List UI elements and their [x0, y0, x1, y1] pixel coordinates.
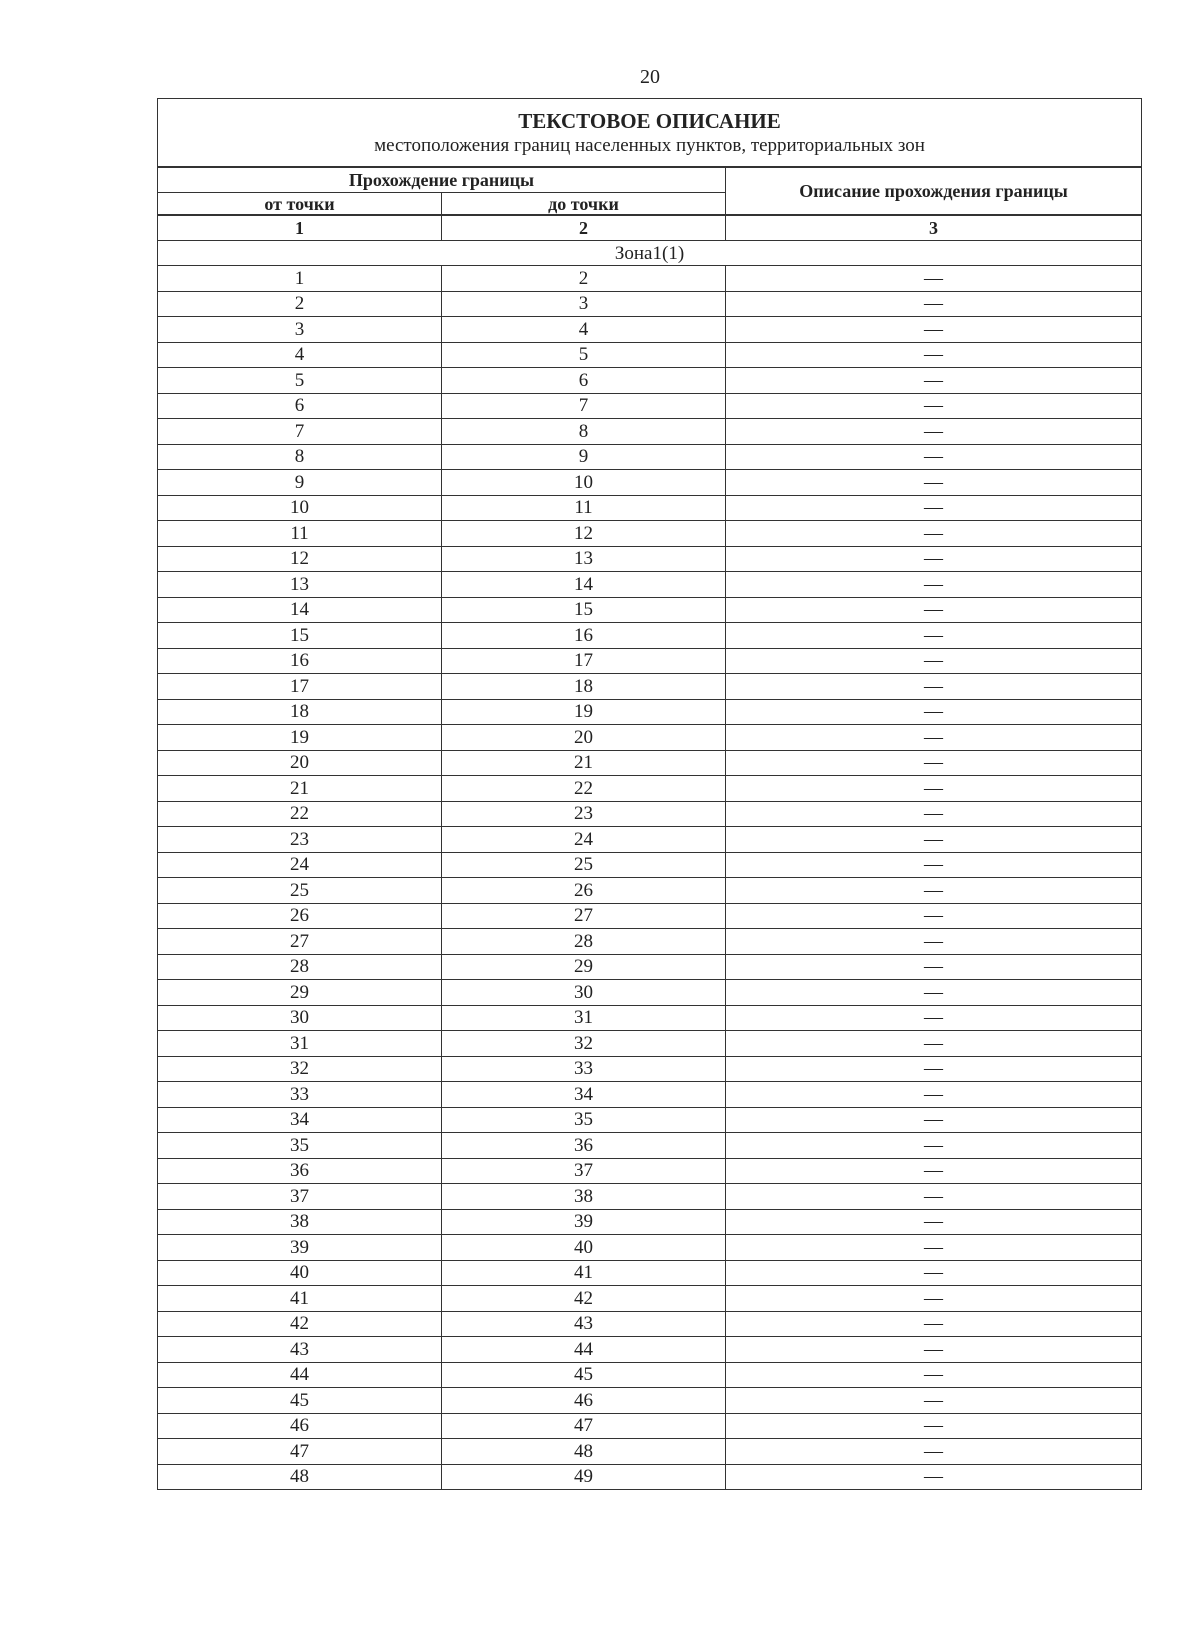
table-row	[158, 1337, 1142, 1363]
description-cell: —	[726, 1413, 1142, 1439]
to-point-cell: 13	[442, 546, 726, 572]
to-point-cell: 23	[442, 801, 726, 827]
from-point-cell: 3	[158, 317, 442, 343]
description-cell: —	[726, 597, 1142, 623]
to-point-cell: 4	[442, 317, 726, 343]
to-point-cell: 25	[442, 852, 726, 878]
table-row	[158, 954, 1142, 980]
table-row	[158, 903, 1142, 929]
from-point-cell: 41	[158, 1286, 442, 1312]
table-row	[158, 291, 1142, 317]
to-point-cell: 41	[442, 1260, 726, 1286]
to-point-cell: 30	[442, 980, 726, 1006]
to-point-cell: 29	[442, 954, 726, 980]
description-cell: —	[726, 546, 1142, 572]
table-row	[158, 393, 1142, 419]
table-row	[158, 1107, 1142, 1133]
from-point-cell: 35	[158, 1133, 442, 1159]
description-cell: —	[726, 929, 1142, 955]
description-cell: —	[726, 1184, 1142, 1210]
description-cell: —	[726, 801, 1142, 827]
table-row	[158, 725, 1142, 751]
from-point-cell: 10	[158, 495, 442, 521]
from-point-cell: 17	[158, 674, 442, 700]
from-point-cell: 34	[158, 1107, 442, 1133]
to-point-cell: 7	[442, 393, 726, 419]
table-row	[158, 674, 1142, 700]
table-row	[158, 470, 1142, 496]
to-point-cell: 38	[442, 1184, 726, 1210]
table-row	[158, 852, 1142, 878]
zone-label: Зона1(1)	[158, 241, 1142, 266]
to-point-cell: 21	[442, 750, 726, 776]
description-cell: —	[726, 725, 1142, 751]
description-cell: —	[726, 521, 1142, 547]
description-cell: —	[726, 266, 1142, 292]
description-cell: —	[726, 1056, 1142, 1082]
from-point-cell: 24	[158, 852, 442, 878]
to-point-cell: 39	[442, 1209, 726, 1235]
description-cell: —	[726, 1209, 1142, 1235]
description-cell: —	[726, 1464, 1142, 1490]
description-cell: —	[726, 674, 1142, 700]
table-row	[158, 929, 1142, 955]
table-row	[158, 1209, 1142, 1235]
table-row	[158, 699, 1142, 725]
description-cell: —	[726, 393, 1142, 419]
from-point-cell: 42	[158, 1311, 442, 1337]
description-cell: —	[726, 291, 1142, 317]
table-row	[158, 1133, 1142, 1159]
to-point-cell: 6	[442, 368, 726, 394]
from-point-cell: 28	[158, 954, 442, 980]
description-cell: —	[726, 1031, 1142, 1057]
to-point-cell: 12	[442, 521, 726, 547]
to-point-cell: 2	[442, 266, 726, 292]
from-point-cell: 37	[158, 1184, 442, 1210]
from-point-cell: 18	[158, 699, 442, 725]
description-cell: —	[726, 1107, 1142, 1133]
to-point-cell: 20	[442, 725, 726, 751]
from-point-cell: 43	[158, 1337, 442, 1363]
table-row	[158, 495, 1142, 521]
to-point-cell: 24	[442, 827, 726, 853]
description-cell: —	[726, 495, 1142, 521]
table-row	[158, 648, 1142, 674]
description-cell: —	[726, 1362, 1142, 1388]
from-point-cell: 6	[158, 393, 442, 419]
from-point-cell: 40	[158, 1260, 442, 1286]
to-point-cell: 43	[442, 1311, 726, 1337]
table-row	[158, 1311, 1142, 1337]
description-cell: —	[726, 1311, 1142, 1337]
table-row	[158, 1158, 1142, 1184]
description-cell: —	[726, 1388, 1142, 1414]
from-point-cell: 45	[158, 1388, 442, 1414]
table-row	[158, 750, 1142, 776]
description-cell: —	[726, 1439, 1142, 1465]
description-cell: —	[726, 419, 1142, 445]
table-row	[158, 1082, 1142, 1108]
description-cell: —	[726, 444, 1142, 470]
from-point-cell: 30	[158, 1005, 442, 1031]
description-cell: —	[726, 572, 1142, 598]
table-row	[158, 368, 1142, 394]
to-point-cell: 42	[442, 1286, 726, 1312]
table-row	[158, 623, 1142, 649]
header-to-point: до точки	[442, 193, 726, 216]
table-row	[158, 801, 1142, 827]
table-row	[158, 980, 1142, 1006]
table-row	[158, 317, 1142, 343]
from-point-cell: 33	[158, 1082, 442, 1108]
from-point-cell: 26	[158, 903, 442, 929]
from-point-cell: 32	[158, 1056, 442, 1082]
table-row	[158, 1362, 1142, 1388]
table-row	[158, 827, 1142, 853]
from-point-cell: 14	[158, 597, 442, 623]
description-cell: —	[726, 852, 1142, 878]
table-row	[158, 572, 1142, 598]
from-point-cell: 19	[158, 725, 442, 751]
from-point-cell: 47	[158, 1439, 442, 1465]
to-point-cell: 8	[442, 419, 726, 445]
from-point-cell: 25	[158, 878, 442, 904]
boundary-table	[157, 98, 1142, 1490]
column-number-1: 1	[158, 215, 442, 241]
description-cell: —	[726, 368, 1142, 394]
table-row	[158, 342, 1142, 368]
from-point-cell: 8	[158, 444, 442, 470]
to-point-cell: 19	[442, 699, 726, 725]
table-row	[158, 1005, 1142, 1031]
description-cell: —	[726, 750, 1142, 776]
to-point-cell: 33	[442, 1056, 726, 1082]
table-row	[158, 521, 1142, 547]
header-description: Описание прохождения границы	[726, 167, 1142, 215]
to-point-cell: 11	[442, 495, 726, 521]
header-passage: Прохождение границы	[158, 167, 726, 193]
table-row	[158, 1464, 1142, 1490]
from-point-cell: 39	[158, 1235, 442, 1261]
from-point-cell: 9	[158, 470, 442, 496]
table-row	[158, 1388, 1142, 1414]
to-point-cell: 45	[442, 1362, 726, 1388]
to-point-cell: 36	[442, 1133, 726, 1159]
to-point-cell: 31	[442, 1005, 726, 1031]
from-point-cell: 21	[158, 776, 442, 802]
to-point-cell: 27	[442, 903, 726, 929]
description-cell: —	[726, 648, 1142, 674]
description-cell: —	[726, 1260, 1142, 1286]
to-point-cell: 48	[442, 1439, 726, 1465]
column-number-2: 2	[442, 215, 726, 241]
to-point-cell: 47	[442, 1413, 726, 1439]
description-cell: —	[726, 954, 1142, 980]
to-point-cell: 46	[442, 1388, 726, 1414]
to-point-cell: 44	[442, 1337, 726, 1363]
from-point-cell: 27	[158, 929, 442, 955]
to-point-cell: 10	[442, 470, 726, 496]
table-row	[158, 266, 1142, 292]
description-cell: —	[726, 342, 1142, 368]
from-point-cell: 12	[158, 546, 442, 572]
description-cell: —	[726, 980, 1142, 1006]
from-point-cell: 7	[158, 419, 442, 445]
table-row	[158, 1184, 1142, 1210]
page-number: 20	[640, 66, 660, 88]
to-point-cell: 9	[442, 444, 726, 470]
table-title: ТЕКСТОВОЕ ОПИСАНИЕ	[518, 108, 781, 133]
from-point-cell: 1	[158, 266, 442, 292]
description-cell: —	[726, 1235, 1142, 1261]
to-point-cell: 3	[442, 291, 726, 317]
header-from-point: от точки	[158, 193, 442, 216]
to-point-cell: 37	[442, 1158, 726, 1184]
to-point-cell: 32	[442, 1031, 726, 1057]
from-point-cell: 13	[158, 572, 442, 598]
description-cell: —	[726, 878, 1142, 904]
description-cell: —	[726, 699, 1142, 725]
description-cell: —	[726, 470, 1142, 496]
description-cell: —	[726, 1005, 1142, 1031]
to-point-cell: 22	[442, 776, 726, 802]
to-point-cell: 5	[442, 342, 726, 368]
from-point-cell: 2	[158, 291, 442, 317]
to-point-cell: 49	[442, 1464, 726, 1490]
from-point-cell: 38	[158, 1209, 442, 1235]
table-row	[158, 1056, 1142, 1082]
to-point-cell: 15	[442, 597, 726, 623]
description-cell: —	[726, 1337, 1142, 1363]
from-point-cell: 31	[158, 1031, 442, 1057]
table-row	[158, 1439, 1142, 1465]
description-cell: —	[726, 827, 1142, 853]
to-point-cell: 34	[442, 1082, 726, 1108]
to-point-cell: 16	[442, 623, 726, 649]
description-cell: —	[726, 776, 1142, 802]
from-point-cell: 48	[158, 1464, 442, 1490]
table-row	[158, 776, 1142, 802]
table-row	[158, 597, 1142, 623]
table-row	[158, 546, 1142, 572]
column-number-3: 3	[726, 215, 1142, 241]
from-point-cell: 36	[158, 1158, 442, 1184]
description-cell: —	[726, 623, 1142, 649]
from-point-cell: 44	[158, 1362, 442, 1388]
from-point-cell: 15	[158, 623, 442, 649]
table-row	[158, 1286, 1142, 1312]
description-cell: —	[726, 903, 1142, 929]
table-row	[158, 1260, 1142, 1286]
description-cell: —	[726, 1133, 1142, 1159]
from-point-cell: 23	[158, 827, 442, 853]
to-point-cell: 26	[442, 878, 726, 904]
table-row	[158, 444, 1142, 470]
to-point-cell: 35	[442, 1107, 726, 1133]
table-row	[158, 878, 1142, 904]
description-cell: —	[726, 317, 1142, 343]
table-subtitle: местоположения границ населенных пунктов, территориальных зон	[374, 134, 925, 156]
description-cell: —	[726, 1082, 1142, 1108]
to-point-cell: 14	[442, 572, 726, 598]
table-row	[158, 419, 1142, 445]
table-title-cell	[158, 99, 1142, 168]
from-point-cell: 29	[158, 980, 442, 1006]
description-cell: —	[726, 1286, 1142, 1312]
to-point-cell: 18	[442, 674, 726, 700]
from-point-cell: 20	[158, 750, 442, 776]
table-row	[158, 1235, 1142, 1261]
from-point-cell: 5	[158, 368, 442, 394]
table-row	[158, 1413, 1142, 1439]
from-point-cell: 4	[158, 342, 442, 368]
to-point-cell: 17	[442, 648, 726, 674]
from-point-cell: 22	[158, 801, 442, 827]
to-point-cell: 28	[442, 929, 726, 955]
description-cell: —	[726, 1158, 1142, 1184]
from-point-cell: 16	[158, 648, 442, 674]
table-row	[158, 1031, 1142, 1057]
from-point-cell: 11	[158, 521, 442, 547]
to-point-cell: 40	[442, 1235, 726, 1261]
from-point-cell: 46	[158, 1413, 442, 1439]
